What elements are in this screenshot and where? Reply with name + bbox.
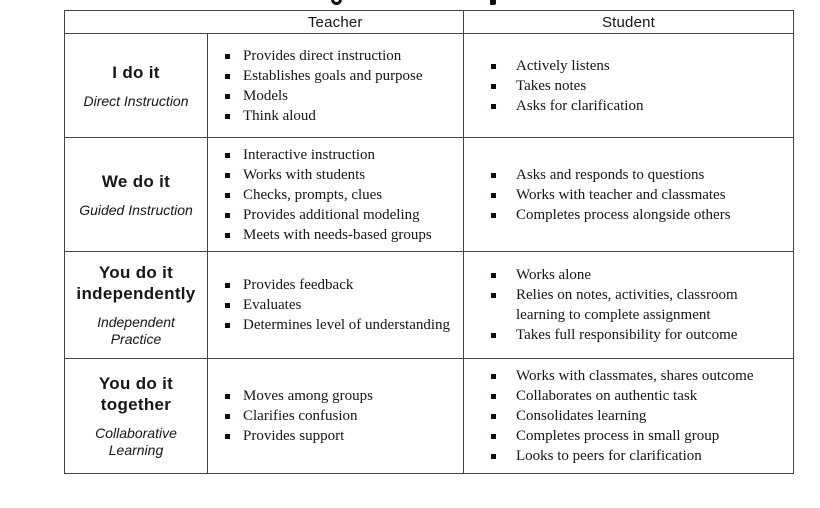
square-bullet-icon (491, 173, 496, 178)
bullet-item-text: Works with students (243, 166, 366, 183)
bullet-item-text: Provides direct instruction (243, 47, 402, 64)
square-bullet-icon (225, 394, 230, 399)
bullet-item (491, 96, 785, 116)
square-bullet-icon (491, 104, 496, 109)
bullet-item-text: Consolidates learning (516, 408, 647, 424)
bullet-item-text: Collaborates on authentic task (516, 388, 698, 404)
teacher-bullet-list (208, 275, 455, 335)
student-actions-cell (464, 34, 794, 138)
square-bullet-icon (491, 394, 496, 399)
square-bullet-icon (225, 283, 230, 288)
teacher-bullet-list (208, 386, 455, 446)
student-actions-cell (464, 138, 794, 252)
cropped-title-descender-g (331, 0, 342, 5)
square-bullet-icon (225, 303, 230, 308)
square-bullet-icon (491, 273, 496, 278)
phase-subtitle: Collaborative Learning (95, 425, 177, 458)
square-bullet-icon (491, 374, 496, 379)
bullet-item (225, 66, 455, 86)
bullet-item (491, 446, 785, 466)
bullet-item (491, 406, 785, 426)
bullet-item (491, 285, 785, 325)
square-bullet-icon (225, 323, 230, 328)
grr-row (65, 359, 794, 474)
phase-subtitle: Independent Practice (97, 314, 175, 347)
teacher-bullet-list (208, 145, 455, 245)
square-bullet-icon (225, 153, 230, 158)
bullet-item (491, 265, 785, 285)
student-actions-cell (464, 359, 794, 474)
bullet-item (225, 46, 455, 66)
bullet-item (225, 406, 455, 426)
bullet-item-text: Provides feedback (243, 277, 354, 293)
header-teacher: Teacher (208, 11, 464, 34)
phase-label-cell (65, 359, 208, 474)
student-bullet-list (464, 366, 785, 466)
bullet-item-text: Clarifies confusion (243, 408, 358, 424)
phase-title: I do it (112, 62, 160, 82)
bullet-item (491, 325, 785, 345)
bullet-item-text: Relies on notes, activities, classroom learning to complete assignment (516, 287, 738, 323)
bullet-item (225, 86, 455, 106)
student-bullet-list (464, 265, 785, 345)
bullet-item-text: Models (243, 87, 288, 104)
square-bullet-icon (225, 213, 230, 218)
square-bullet-icon (491, 193, 496, 198)
square-bullet-icon (491, 333, 496, 338)
square-bullet-icon (225, 54, 230, 59)
bullet-item (225, 275, 455, 295)
bullet-item-text: Asks for clarification (516, 97, 644, 114)
bullet-item (491, 76, 785, 96)
bullet-item-text: Takes notes (516, 77, 587, 94)
square-bullet-icon (225, 74, 230, 79)
cropped-title-descender-p (490, 0, 496, 5)
bullet-item-text: Moves among groups (243, 388, 373, 404)
student-bullet-list (464, 165, 785, 225)
bullet-item (225, 386, 455, 406)
square-bullet-icon (491, 213, 496, 218)
bullet-item (491, 366, 785, 386)
bullet-item (225, 225, 455, 245)
square-bullet-icon (225, 414, 230, 419)
square-bullet-icon (225, 114, 230, 119)
square-bullet-icon (225, 233, 230, 238)
bullet-item (491, 165, 785, 185)
bullet-item-text: Provides additional modeling (243, 206, 420, 223)
phase-title: You do it independently (76, 263, 196, 303)
square-bullet-icon (491, 434, 496, 439)
bullet-item (225, 315, 455, 335)
square-bullet-icon (225, 94, 230, 99)
phase-title: We do it (101, 171, 171, 191)
bullet-item-text: Works with classmates, shares outcome (516, 368, 754, 384)
bullet-item (225, 165, 455, 185)
square-bullet-icon (491, 414, 496, 419)
bullet-item-text: Actively listens (516, 57, 610, 74)
teacher-bullet-list (208, 46, 455, 126)
bullet-item (491, 205, 785, 225)
bullet-item-text: Checks, prompts, clues (243, 186, 383, 203)
grr-row (65, 34, 794, 138)
student-actions-cell (464, 252, 794, 359)
table-header-row (65, 11, 794, 34)
phase-subtitle: Guided Instruction (79, 201, 193, 218)
bullet-item (225, 205, 455, 225)
teacher-actions-cell (208, 34, 464, 138)
bullet-item (225, 426, 455, 446)
phase-label-cell (65, 252, 208, 359)
bullet-item-text: Works with teacher and classmates (516, 186, 726, 203)
header-empty-cell (65, 11, 208, 34)
teacher-actions-cell (208, 252, 464, 359)
bullet-item (491, 426, 785, 446)
bullet-item-text: Provides support (243, 428, 345, 444)
bullet-item-text: Works alone (516, 267, 592, 283)
student-bullet-list (464, 56, 785, 116)
bullet-item (225, 106, 455, 126)
grr-row (65, 138, 794, 252)
bullet-item-text: Asks and responds to questions (516, 166, 705, 183)
bullet-item-text: Looks to peers for clarification (516, 448, 702, 464)
bullet-item (491, 185, 785, 205)
square-bullet-icon (491, 84, 496, 89)
bullet-item-text: Determines level of understanding (243, 317, 451, 333)
grr-row (65, 252, 794, 359)
teacher-actions-cell (208, 359, 464, 474)
phase-label-cell (65, 138, 208, 252)
phase-subtitle: Direct Instruction (83, 92, 189, 109)
bullet-item-text: Interactive instruction (243, 146, 376, 163)
square-bullet-icon (225, 434, 230, 439)
gradual-release-table (64, 10, 794, 474)
phase-title: You do it together (98, 374, 174, 414)
square-bullet-icon (225, 193, 230, 198)
bullet-item-text: Completes process in small group (516, 428, 720, 444)
grr-table-body (65, 34, 794, 474)
bullet-item (225, 185, 455, 205)
bullet-item (225, 145, 455, 165)
square-bullet-icon (491, 454, 496, 459)
header-student: Student (464, 11, 794, 34)
bullet-item (225, 295, 455, 315)
bullet-item-text: Evaluates (243, 297, 302, 313)
square-bullet-icon (491, 64, 496, 69)
bullet-item (491, 56, 785, 76)
square-bullet-icon (491, 293, 496, 298)
bullet-item-text: Meets with needs-based groups (243, 226, 432, 243)
teacher-actions-cell (208, 138, 464, 252)
bullet-item (491, 386, 785, 406)
bullet-item-text: Completes process alongside others (516, 206, 731, 223)
bullet-item-text: Takes full responsibility for outcome (516, 327, 738, 343)
bullet-item-text: Think aloud (243, 107, 316, 124)
phase-label-cell (65, 34, 208, 138)
bullet-item-text: Establishes goals and purpose (243, 67, 423, 84)
square-bullet-icon (225, 173, 230, 178)
